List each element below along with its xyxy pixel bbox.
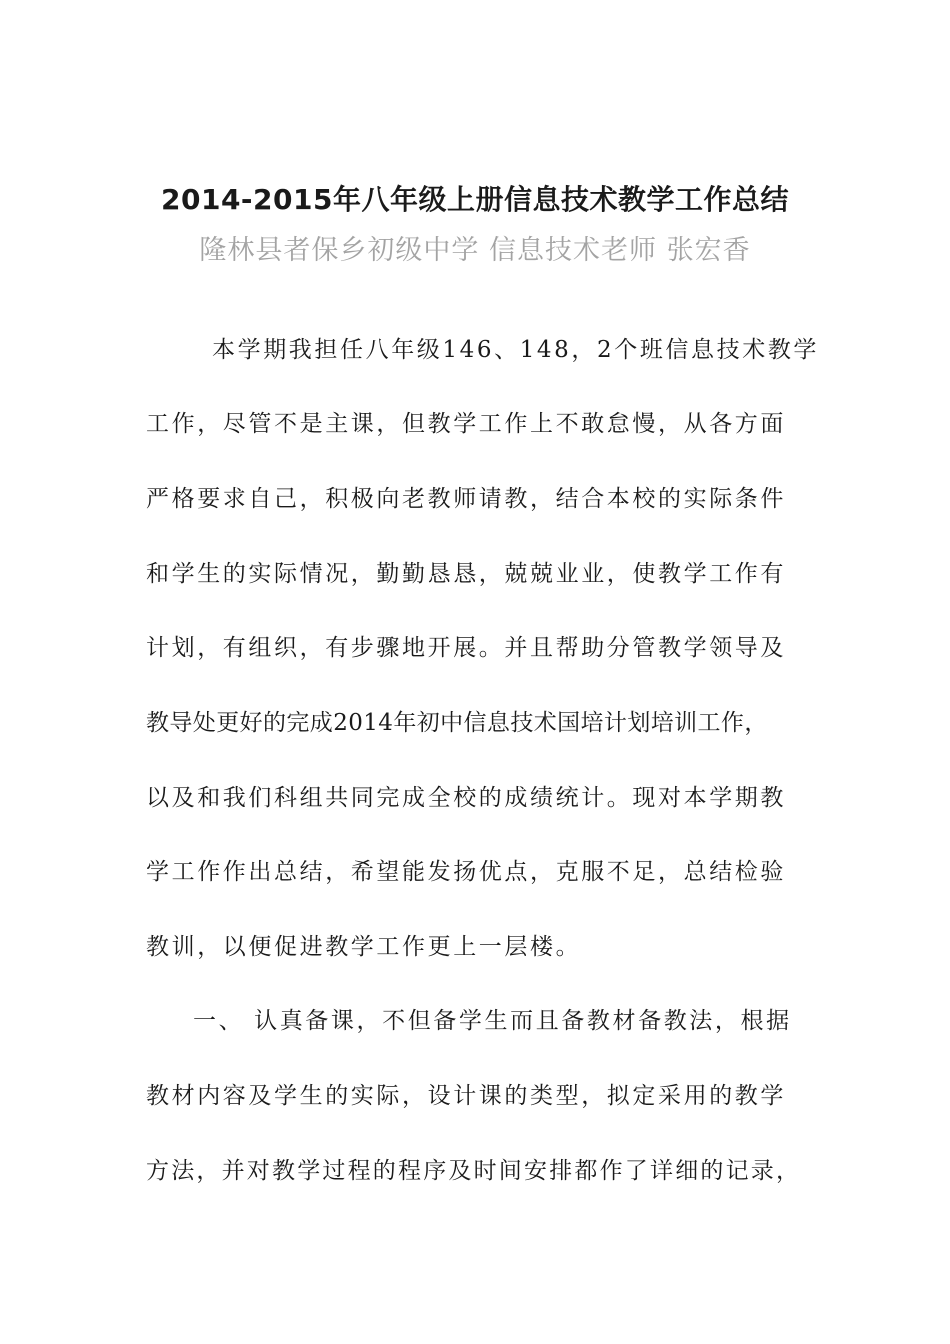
paragraph-line: 教训，以便促进教学工作更上一层楼。 bbox=[146, 934, 582, 960]
paragraph-line: 本学期我担任八年级146、148，2个班信息技术教学 bbox=[212, 337, 820, 363]
paragraph-line: 学工作作出总结，希望能发扬优点，克服不足，总结检验 bbox=[146, 859, 786, 885]
paragraph-line: 严格要求自己，积极向老教师请教，结合本校的实际条件 bbox=[146, 486, 786, 512]
document-subtitle: 隆林县者保乡初级中学 信息技术老师 张宏香 bbox=[199, 235, 751, 266]
paragraph-line: 方法，并对教学过程的程序及时间安排都作了详细的记录， bbox=[146, 1158, 802, 1184]
paragraph-line: 计划，有组织，有步骤地开展。并且帮助分管教学领导及 bbox=[146, 635, 786, 661]
paragraph-line: 教导处更好的完成2014年初中信息技术国培计划培训工作， bbox=[146, 710, 768, 736]
paragraph-line: 工作，尽管不是主课，但教学工作上不敢怠慢，从各方面 bbox=[146, 411, 786, 437]
paragraph-line: 以及和我们科组共同完成全校的成绩统计。现对本学期教 bbox=[146, 785, 786, 811]
document-title: 2014-2015年八年级上册信息技术教学工作总结 bbox=[161, 183, 789, 216]
paragraph-line: 和学生的实际情况，勤勤恳恳，兢兢业业，使教学工作有 bbox=[146, 561, 786, 587]
section-heading-line: 一、 认真备课，不但备学生而且备教材备教法，根据 bbox=[193, 1008, 792, 1034]
paragraph-line: 教材内容及学生的实际，设计课的类型，拟定采用的教学 bbox=[146, 1083, 786, 1109]
